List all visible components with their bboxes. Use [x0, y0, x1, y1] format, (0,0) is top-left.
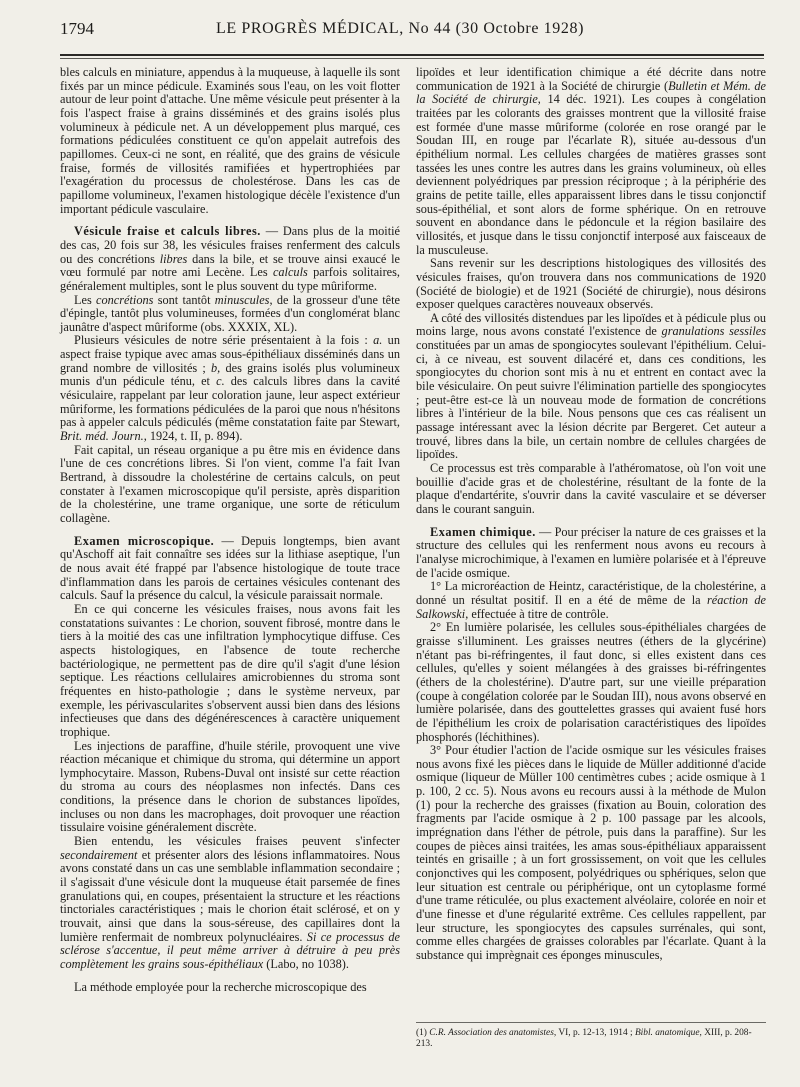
section-heading: Examen chimique. — [430, 524, 536, 539]
paragraph: Examen microscopique. — Depuis longtemps, bien avant qu'Aschoff ait fait connaître ses idées sur la lithiase aseptique, l'un de nous avait été frappé par l'absence histologique de toute trace d'inflammation dans les parois de certaines vésicules contenant des calculs. Sauf la présence du calcul, la vésicule paraissait normale. — [60, 533, 400, 603]
paragraph: La méthode employée pour la recherche microscopique des — [74, 979, 367, 994]
paragraph: A côté des villosités distendues par les lipoïdes et à pédicule plus ou moins large, nous avons constaté l'existence de granulations sessiles constituées par un amas de spongiocytes soulevant l'épithélium. Celui-ci, à ce niveau, est souvent dilacéré et, dans ces conditions, les spongiocytes du chorion sont mis à nu et entrent en contact avec la bile vésiculaire. On peut suivre l'élimination partielle des spongiocytes ; peut-être est-ce là un nouveau mode de formation de concrétions libres à l'intérieur de la bile. Nous pensons que ces cas réalisent un passage intéressant avec la lésion décrite par Bergeret. Cet auteur a trouvé, libres dans la bile, un certain nombre de cellules chargées de lipoïdes. — [416, 310, 766, 462]
page-header — [60, 14, 740, 44]
header-rule-thin — [60, 58, 764, 59]
footnote: (1) C.R. Association des anatomistes, VI, p. 12-13, 1914 ; Bibl. anatomique, XIII, p. 208-213. — [416, 1022, 766, 1050]
paragraph: Sans revenir sur les descriptions histologiques des villosités des vésicules fraises, qu'on trouvera dans nos communications de 1920 (Société de biologie) et de 1921 (Société de chirurgie), nous désirons exposer quelques caractères nouveaux observés. — [416, 256, 766, 312]
paragraph: Bien entendu, les vésicules fraises peuvent s'infecter secondairement et présenter alors des lésions inflammatoires. Nous avons constaté dans un cas une semblable inflammation secondaire ; il s'agissait d'une vésicule dont la muqueuse était parsemée de fines granulations qui, en coupes, présentaient la structure et les réactions tinctoriales caractéristiques ; mais le chorion était sclérosé, et on y trouvait, ainsi que dans la sous-séreuse, des capillaires dont la lumière renfermait de nombreux polynucléaires. Si ce processus de sclérose s'accentue, il peut même arriver à détruire à peu près complètement les grains sous-épithéliaux (Labo, no 1038). — [60, 834, 400, 971]
paragraph: Les concrétions sont tantôt minuscules, de la grosseur d'une tête d'épingle, tantôt plus volumineuses, formées d'un conglomérat blanc jaunâtre d'aspect mûriforme (obs. XXXIX, XL). — [60, 292, 400, 334]
paragraph: Ce processus est très comparable à l'athéromatose, où l'on voit une bouillie d'acide gras et de cholestérine, résultant de la fonte de la plaque d'endartérite, s'ouvrir dans la cavité vasculaire et se déverser dans le courant sanguin. — [416, 461, 766, 516]
paragraph: Examen chimique. — Pour préciser la nature de ces graisses et la structure des cellules qui les renferment nous avons eu recours à l'analyse microchimique, à l'examen en lumière polarisée et à l'épreuve de l'acide osmique. — [416, 524, 766, 580]
paragraph: Vésicule fraise et calculs libres. — Dans plus de la moitié des cas, 20 fois sur 38, les vésicules fraises renferment des calculs ou des concrétions libres dans la bile, et se trouve ainsi exaucé le vœu formulé par notre ami Lecène. Les calculs parfois solitaires, généralement multiples, sont le plus souvent du type mûriforme. — [60, 224, 401, 293]
paragraph: 2° En lumière polarisée, les cellules sous-épithéliales chargées de graisse s'illuminent. Les graisses neutres (éthers de la glycérine) n'étant pas bi-réfringentes, il faut donc, si elles existent dans ces cellules, qu'elles y soient mélangées à des graisses bi-réfringentes (éthers de la cholestérine). D'autre part, sur une vieille préparation (coupe à congélation colorée par le Soudan III), nous avons observé en lumière polarisée, dans des gouttelettes grasses qui avaient fusé hors de l'épithélium les croix de polarisation caractéristiques des lipoïdes phosphorés (léchithines). — [416, 620, 766, 744]
page-number: 1794 — [60, 19, 94, 38]
right-column — [416, 66, 766, 963]
section-heading: Examen microscopique. — [74, 533, 215, 548]
paragraph: 3° Pour étudier l'action de l'acide osmique sur les vésicules fraises nous avons fixé les pièces dans le liquide de Müller additionné d'acide osmique (liqueur de Müller 100 centimètres cubes ; acide osmique à 1 p. 100, 2 cc. 5). Nous avons eu recours aussi à la méthode de Mulon (1) pour la recherche des graisses (fixation au Bouin, coloration des fragments par l'acide osmique à 2 p. 100 passage par les alcools, imprégnation dans l'éther de pétrole, puis dans la paraffine). Sur les coupes de pièces ainsi traitées, les amas sous-épithéliaux apparaissent teintés en grisaille ; à un fort grossissement, on voit que les cellules conjonctives qui les composent, polyédriques ou sphériques, selon que leur situation est centrale ou périphérique, ont un cytoplasme formé d'une trame réticulée, ou plus exactement alvéolaire, colorée en noir et d'une finesse et d'une régularité extrême. Ces cellules rappellent, par leur structure, les spongiocytes des capsules surrénales, qui sont, comme elles chargées de graisses colorables par l'écarlate. Quant à la substance qui imprègnait ces éponges minuscules, — [416, 743, 766, 962]
paragraph: Fait capital, un réseau organique a pu être mis en évidence dans l'une de ces concrétions libres. Si l'on vient, comme l'a fait Ivan Bertrand, à dissoudre la cholestérine de certains calculs, on peut constater à l'examen microscopique qu'il persiste, après disparition de la cholestérine, une trame organique, une sorte de réticulum collagène. — [60, 442, 400, 525]
paragraph: 1° La microréaction de Heintz, caractéristique, de la cholestérine, a donné un résultat positif. Il en a été de même de la réaction de Salkowski, effectuée à titre de contrôle. — [416, 579, 766, 621]
left-column — [60, 66, 400, 994]
paragraph: Les injections de paraffine, d'huile stérile, provoquent une vive réaction mécanique et chimique du stroma, qui détermine un apport lymphocytaire. Masson, Rubens-Duval ont insisté sur cette réaction du stroma au cours des néoplasmes non infectés. Dans ces conditions, la présence dans le chorion de substances lipoïdes, incluses ou non dans les macrophages, doit provoquer une réaction tissulaire voisine généralement discrète. — [60, 738, 400, 835]
section-heading: Vésicule fraise et calculs libres. — [74, 224, 261, 239]
paragraph: En ce qui concerne les vésicules fraises, nous avons fait les constatations suivantes : Le chorion, souvent fibrosé, montre dans le tiers à la moitié des cas une infiltration lymphocytique diffuse. Ces aspects histologiques, en l'absence de toute recherche bactériologique, ne permettent pas de dire qu'il s'agit d'une lésion septique. Les réactions cellulaires amicrobiennes du stroma sont fréquentes en histo-pathologie ; dans le système nerveux, par exemple, les périvascularites s'observent aussi bien dans des lésions infectieuses que dans des dégénérescences à caractère uniquement trophique. — [60, 601, 400, 739]
header-rule — [60, 54, 764, 56]
paragraph: lipoïdes et leur identification chimique a été décrite dans notre communication de 1921 à la Société de chirurgie (Bulletin et Mém. de la Société de chirurgie, 14 déc. 1921). Les coupes à congélation traitées par les colorants des graisses montrent que la villosité fraise est formée d'une masse mûriforme (colorée en rose orangé par le Soudan III, en rouge par l'écarlate R), située au-dessous d'un épithélium normal. Les cellules chargées de matières grasses sont tassées les unes contre les autres dans les grains volumineux, où elles deviennent polyédriques par pression réciproque ; à la périphérie des grains de petite taille, elles apparaissent libres dans le tissu conjonctif sous-épithélial, et sont alors de forme sphérique. On en retrouve souvent en abondance dans le pédoncule et la région basilaire des villosités, et jusque dans le tissu conjonctif interposé aux faisceaux de la musculeuse. — [416, 65, 766, 257]
paragraph: Plusieurs vésicules de notre série présentaient à la fois : a. un aspect fraise typique avec amas sous-épithéliaux disséminés dans un grand nombre de villosités ; b, des grains isolés plus volumineux munis d'un pédicule ténu, et c. des calculs libres dans la cavité vésiculaire, rappelant par leur coloration jaune, leur aspect extérieur mûriforme, les formations pédiculées de la paroi que nous n'hésitons pas à appeler calculs pédiculés (même constatation faite par Stewart, Brit. méd. Journ., 1924, t. II, p. 894). — [60, 333, 400, 444]
paragraph: bles calculs en miniature, appendus à la muqueuse, à laquelle ils sont fixés par un mince pédicule. Examinés sous l'eau, on les voit flotter autour de leur point d'attache. Une même vésicule peut présenter à la fois l'aspect fraise à grains disséminés et des grains isolés plus volumineux à pédicule net. A un développement plus marqué, ces formations pédiculées constituent ce qu'on appelait autrefois des papillomes. Ceux-ci ne sont, en réalité, que des grains de vésicule fraise, formés de villosités ramifiées et hypertrophiées par l'exagération du processus de cholestérose. Dans les cas de papillome volumineux, l'examen histologique décèle l'existence d'un important pédicule vasculaire. — [60, 65, 400, 216]
running-title: LE PROGRÈS MÉDICAL, No 44 (30 Octobre 1928) — [216, 20, 584, 37]
